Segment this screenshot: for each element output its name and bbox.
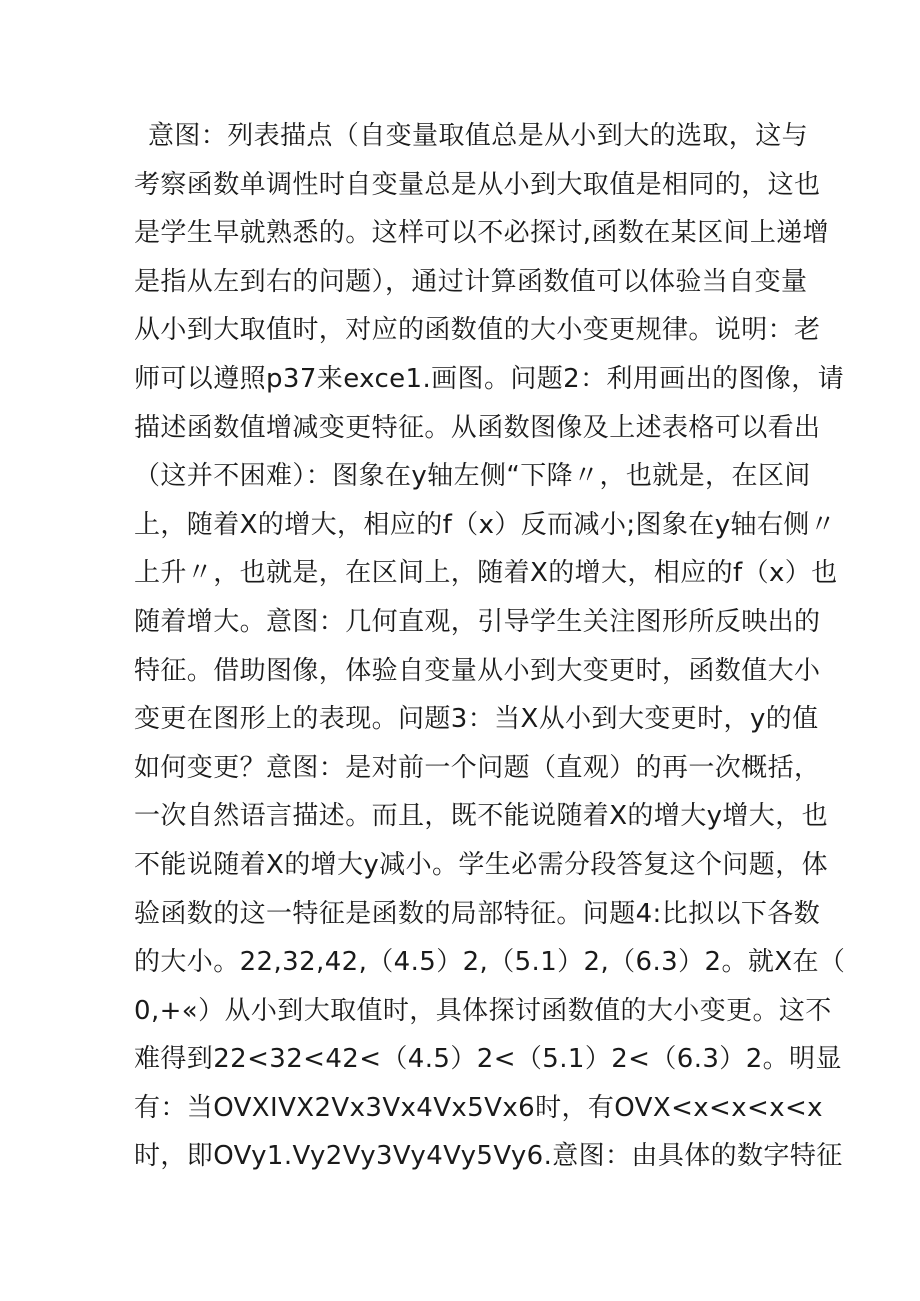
text-line: 描述函数值增减变更特征。从函数图像及上述表格可以看出 (134, 412, 821, 443)
text-line: 0,+«）从小到大取值时，具体探讨函数值的大小变更。这不 (134, 995, 832, 1026)
text-line: 的大小。22,32,42,（4.5）2,（5.1）2,（6.3）2。就X在（ (134, 947, 846, 978)
text-line: 是学生早就熟悉的。这样可以不必探讨,函数在某区间上递增 (134, 218, 830, 249)
text-line: 是指从左到右的问题），通过计算函数值可以体验当自变量 (134, 266, 808, 297)
body-text (134, 112, 846, 1181)
text-line: 随着增大。意图：几何直观，引导学生关注图形所反映出的 (134, 606, 821, 637)
text-line: 如何变更？意图：是对前一个问题（直观）的再一次概括， (134, 752, 821, 783)
text-line: 验函数的这一特征是函数的局部特征。问题4:比拟以下各数 (134, 898, 821, 929)
text-line: 上，随着X的增大，相应的f（x）反而减小;图象在y轴右侧〃 (134, 509, 837, 540)
text-line: 变更在图形上的表现。问题3：当X从小到大变更时，y的值 (134, 704, 819, 735)
text-line: 上升〃，也就是，在区间上，随着X的增大，相应的f（x）也 (134, 558, 838, 589)
text-line: 师可以遵照p37来exce1.画图。问题2：利用画出的图像，请 (134, 363, 845, 394)
text-line: 有：当OVXIVX2Vx3Vx4Vx5Vx6时，有OVX<x<x<x<x (134, 1092, 823, 1123)
text-line: 时，即OVy1.Vy2Vy3Vy4Vy5Vy6.意图：由具体的数字特征 (134, 1141, 843, 1172)
text-line: 一次自然语言描述。而且，既不能说随着X的增大y增大，也 (134, 801, 828, 832)
text-line: 不能说随着X的增大y减小。学生必需分段答复这个问题，体 (134, 849, 828, 880)
text-line: 意图：列表描点（自变量取值总是从小到大的选取，这与 (148, 121, 809, 151)
text-line: 难得到22<32<42<（4.5）2<（5.1）2<（6.3）2。明显 (134, 1044, 842, 1075)
text-line: 特征。借助图像，体验自变量从小到大变更时，函数值大小 (134, 655, 821, 686)
text-line: （这并不困难）：图象在y轴左侧“下降〃，也就是，在区间 (134, 461, 811, 492)
text-line: 从小到大取值时，对应的函数值的大小变更规律。说明：老 (134, 315, 821, 346)
text-line: 考察函数单调性时自变量总是从小到大取值是相同的，这也 (134, 169, 821, 200)
